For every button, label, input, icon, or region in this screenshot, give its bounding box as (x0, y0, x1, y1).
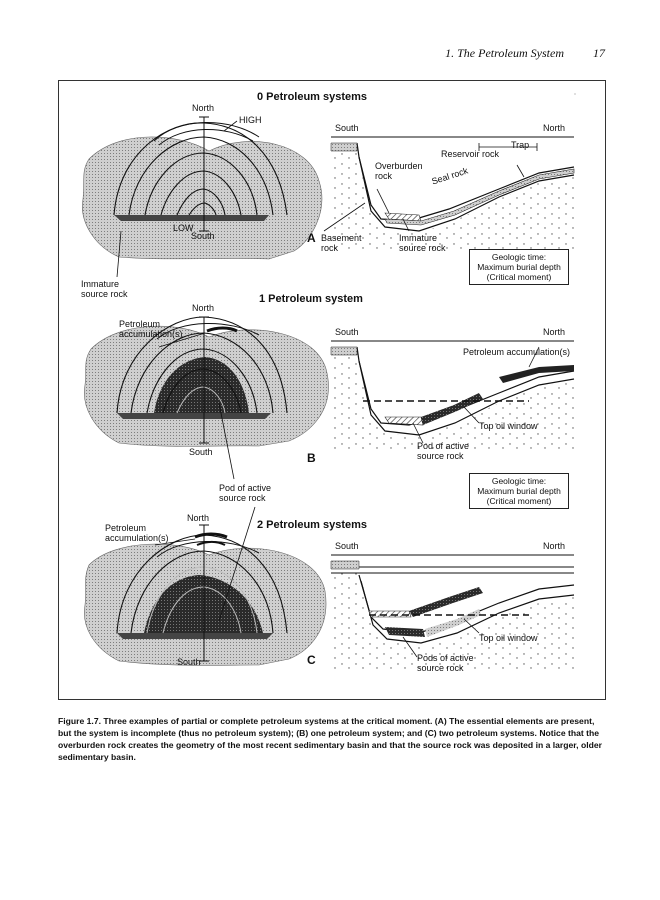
panel-a-sec-reservoir: Reservoir rock (441, 149, 500, 159)
panel-c-section (331, 555, 574, 669)
panel-a-sec-overburden: Overburden rock (375, 161, 423, 181)
figure-frame (58, 80, 606, 700)
panel-b-timebox (469, 473, 569, 509)
running-header (0, 46, 605, 61)
panel-b-title: 1 Petroleum system (259, 293, 363, 305)
panel-c-map-accumulation: Petroleum accumulation(s) (105, 523, 169, 543)
panel-a-sec-trap: Trap (511, 140, 530, 150)
panel-b-timebox-line3: (Critical moment) (486, 496, 552, 506)
panel-c-sec-south: South (335, 541, 359, 551)
panel-b-map-south: South (189, 447, 213, 457)
panel-c-title: 2 Petroleum systems (257, 519, 368, 531)
panel-a-sec-seal: Seal rock (430, 165, 470, 187)
panel-b-timebox-line1: Geologic time: (491, 476, 547, 486)
figure-illustration (59, 81, 605, 699)
panel-b-map-pod: Pod of active source rock (219, 483, 272, 503)
panel-a-timebox-line1: Geologic time: (491, 252, 547, 262)
panel-b-letter: B (307, 451, 316, 465)
panel-c-sec-oil-window: Top oil window (479, 633, 538, 643)
panel-b-sec-south: South (335, 327, 359, 337)
page-number: 17 (593, 46, 605, 60)
panel-b-timebox-line2: Maximum burial depth (477, 486, 561, 496)
panel-b-section (331, 341, 574, 453)
panel-c-letter: C (307, 653, 316, 667)
panel-b-sec-north: North (543, 327, 566, 337)
panel-a-map-north: North (192, 103, 215, 113)
running-title: 1. The Petroleum System (445, 46, 564, 60)
panel-a-map (82, 117, 322, 277)
panel-b-map-accumulation: Petroleum accumulation(s) (119, 319, 183, 339)
panel-a-immature-label: Immature source rock (81, 279, 128, 299)
panel-b-sec-accumulation: Petroleum accumulation(s) (463, 347, 571, 357)
panel-c-map-north: North (187, 513, 210, 523)
panel-a-timebox (469, 249, 569, 285)
panel-a-timebox-line2: Maximum burial depth (477, 262, 561, 272)
panel-a-sec-south: South (335, 123, 359, 133)
panel-a-timebox-line3: (Critical moment) (486, 272, 552, 282)
figure-caption: Figure 1.7. Three examples of partial or complete petroleum systems at the critical moment. (A) The essential elements are present, but the system is incomplete (thus no petroleum system); (B) one petroleum system; and (C) two petroleum systems. Notice that the overburden rock creates the geometry of the most recent sedimentary basin and that the source rock was deposited in a larger, older sedimentary basin. (58, 716, 602, 762)
panel-b-sec-pod: Pod of active source rock (417, 441, 470, 461)
panel-a-map-south: South (191, 231, 215, 241)
panel-a-sec-basement: Basement rock (321, 233, 362, 253)
panel-c-sec-pods: Pods of active source rock (417, 653, 474, 673)
panel-a-map-low: LOW (173, 223, 194, 233)
panel-b-map-north: North (192, 303, 215, 313)
panel-a-sec-immature: Immature source rock (399, 233, 446, 253)
panel-c-map-south: South (177, 657, 201, 667)
panel-a-letter: A (307, 231, 316, 245)
panel-a-map-high: HIGH (239, 115, 262, 125)
panel-a-sec-north: North (543, 123, 566, 133)
panel-c-sec-north: North (543, 541, 566, 551)
panel-a-title: 0 Petroleum systems (257, 91, 368, 103)
panel-b-sec-oil-window: Top oil window (479, 421, 538, 431)
